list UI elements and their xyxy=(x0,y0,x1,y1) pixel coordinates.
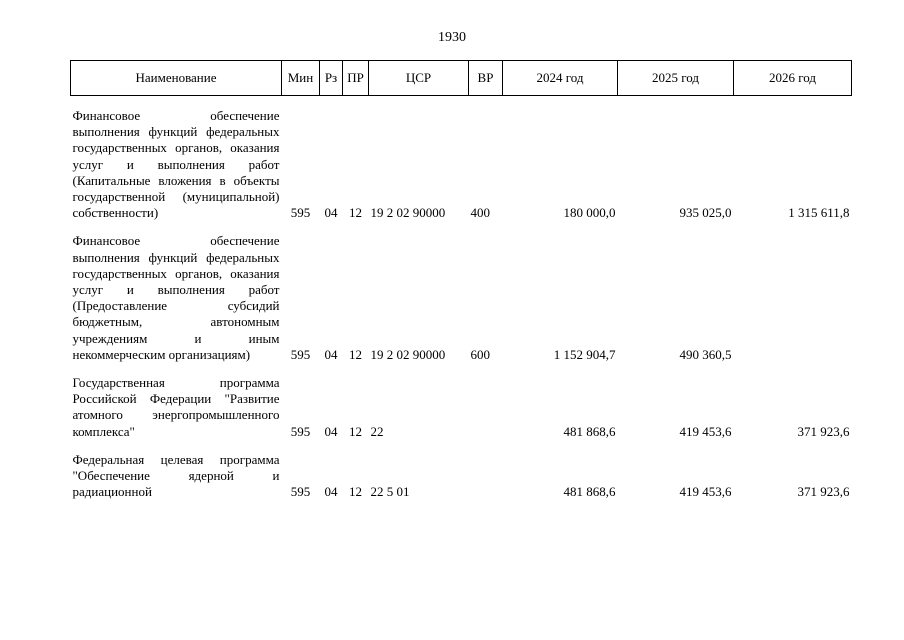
row-2026: 371 923,6 xyxy=(797,423,850,439)
row-min: 595 xyxy=(290,205,311,221)
row-min: 595 xyxy=(290,423,311,439)
row-rz: 04 xyxy=(324,205,338,221)
row-2024: 481 868,6 xyxy=(563,423,616,439)
row-pr: 12 xyxy=(349,484,362,500)
header-2025: 2025 год xyxy=(618,61,734,96)
header-rz: Рз xyxy=(320,61,343,96)
table-row xyxy=(71,363,852,440)
row-pr: 12 xyxy=(349,423,362,439)
header-vr: ВР xyxy=(469,61,503,96)
table-row xyxy=(71,221,852,363)
row-rz: 04 xyxy=(324,346,338,362)
header-2024: 2024 год xyxy=(503,61,618,96)
row-name: Федеральная целевая программа "Обеспечение ядерной и радиационной xyxy=(72,451,280,500)
header-2026: 2026 год xyxy=(734,61,852,96)
row-pr: 12 xyxy=(349,346,362,362)
header-min: Мин xyxy=(282,61,320,96)
header-name: Наименование xyxy=(71,61,282,96)
row-2025: 419 453,6 xyxy=(679,484,732,500)
row-rz: 04 xyxy=(324,484,338,500)
row-min: 595 xyxy=(290,484,311,500)
row-vr xyxy=(469,363,503,440)
page-number: 1930 xyxy=(438,30,466,45)
row-name: Финансовое обеспечение выполнения функций федеральных государственных органов, оказания услуг и выполнения работ (Капитальные вложения в объекты государственной (муниципальной) собственности) xyxy=(72,108,280,221)
row-csr: 22 5 01 xyxy=(370,484,410,500)
row-2025: 490 360,5 xyxy=(679,346,732,362)
header-pr: ПР xyxy=(343,61,369,96)
row-csr: 19 2 02 90000 xyxy=(370,346,446,362)
row-pr: 12 xyxy=(349,205,362,221)
row-2026: 1 315 611,8 xyxy=(788,205,850,221)
row-vr: 400 xyxy=(470,205,490,221)
row-rz: 04 xyxy=(324,423,338,439)
row-csr: 19 2 02 90000 xyxy=(370,205,446,221)
row-name: Финансовое обеспечение выполнения функций федеральных государственных органов, оказания услуг и выполнения работ (Предоставление субсидий бюджетным, автономным учреждениям и иным некоммерческим организациям) xyxy=(72,233,280,362)
row-2024: 1 152 904,7 xyxy=(553,346,616,362)
row-2024: 481 868,6 xyxy=(563,484,616,500)
row-min: 595 xyxy=(290,346,311,362)
row-csr: 22 xyxy=(370,423,384,439)
row-2026: 371 923,6 xyxy=(797,484,850,500)
row-vr xyxy=(469,440,503,501)
header-csr: ЦСР xyxy=(369,61,469,96)
table-row xyxy=(71,440,852,501)
table-row xyxy=(71,96,852,222)
row-2025: 419 453,6 xyxy=(679,423,732,439)
row-2024: 180 000,0 xyxy=(563,205,616,221)
row-name: Государственная программа Российской Федерации "Развитие атомного энергопромышленного комплекса" xyxy=(72,375,280,439)
budget-table xyxy=(70,60,852,500)
row-2025: 935 025,0 xyxy=(679,205,732,221)
row-vr: 600 xyxy=(470,346,490,362)
header-row xyxy=(71,61,852,96)
row-2026 xyxy=(734,221,852,363)
